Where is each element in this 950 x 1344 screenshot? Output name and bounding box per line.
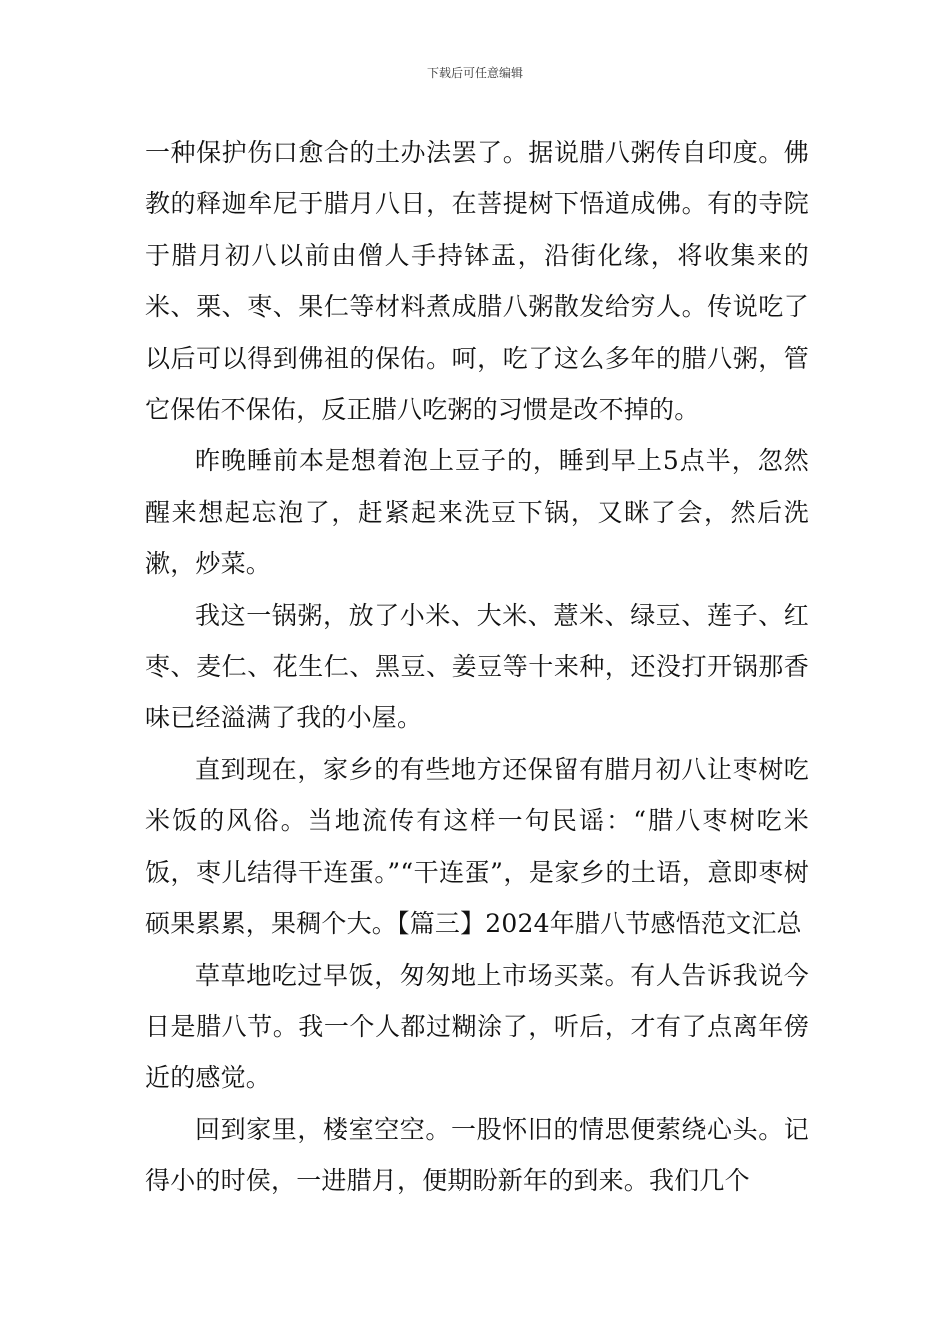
paragraph-6: 回到家里，楼室空空。一股怀旧的情思便萦绕心头。记得小的时侯，一进腊月，便期盼新年的到来。我们几个 — [145, 1114, 809, 1196]
paragraph-1: 一种保护伤口愈合的土办法罢了。据说腊八粥传自印度。佛教的释迦牟尼于腊月八日，在菩提树下悟道成佛。有的寺院于腊月初八以前由僧人手持钵盂，沿街化缘，将收集来的米、栗、枣、果仁等材料煮成腊八粥散发给穷人。传说吃了以后可以得到佛祖的保佑。呵，吃了这么多年的腊八粥，管它保佑不保佑，反正腊八吃粥的习惯是改不掉的。 — [145, 138, 809, 425]
paragraph-2: 昨晚睡前本是想着泡上豆子的，睡到早上5点半，忽然醒来想起忘泡了，赶紧起来洗豆下锅，又眯了会，然后洗漱，炒菜。 — [145, 446, 809, 579]
paragraph-4: 直到现在，家乡的有些地方还保留有腊月初八让枣树吃米饭的风俗。当地流传有这样一句民谣：“腊八枣树吃米饭，枣儿结得干连蛋。”“干连蛋”，是家乡的土语，意即枣树硕果累累，果稠个大。【篇三】2024年腊八节感悟范文汇总 — [145, 754, 809, 939]
paragraph-5: 草草地吃过早饭，匆匆地上市场买菜。有人告诉我说今日是腊八节。我一个人都过糊涂了，听后，才有了点离年傍近的感觉。 — [145, 960, 809, 1093]
document-body — [145, 127, 809, 1207]
page-header: 下载后可任意编辑 — [426, 66, 523, 80]
paragraph-3: 我这一锅粥，放了小米、大米、薏米、绿豆、莲子、红枣、麦仁、花生仁、黑豆、姜豆等十来种，还没打开锅那香味已经溢满了我的小屋。 — [145, 600, 809, 733]
